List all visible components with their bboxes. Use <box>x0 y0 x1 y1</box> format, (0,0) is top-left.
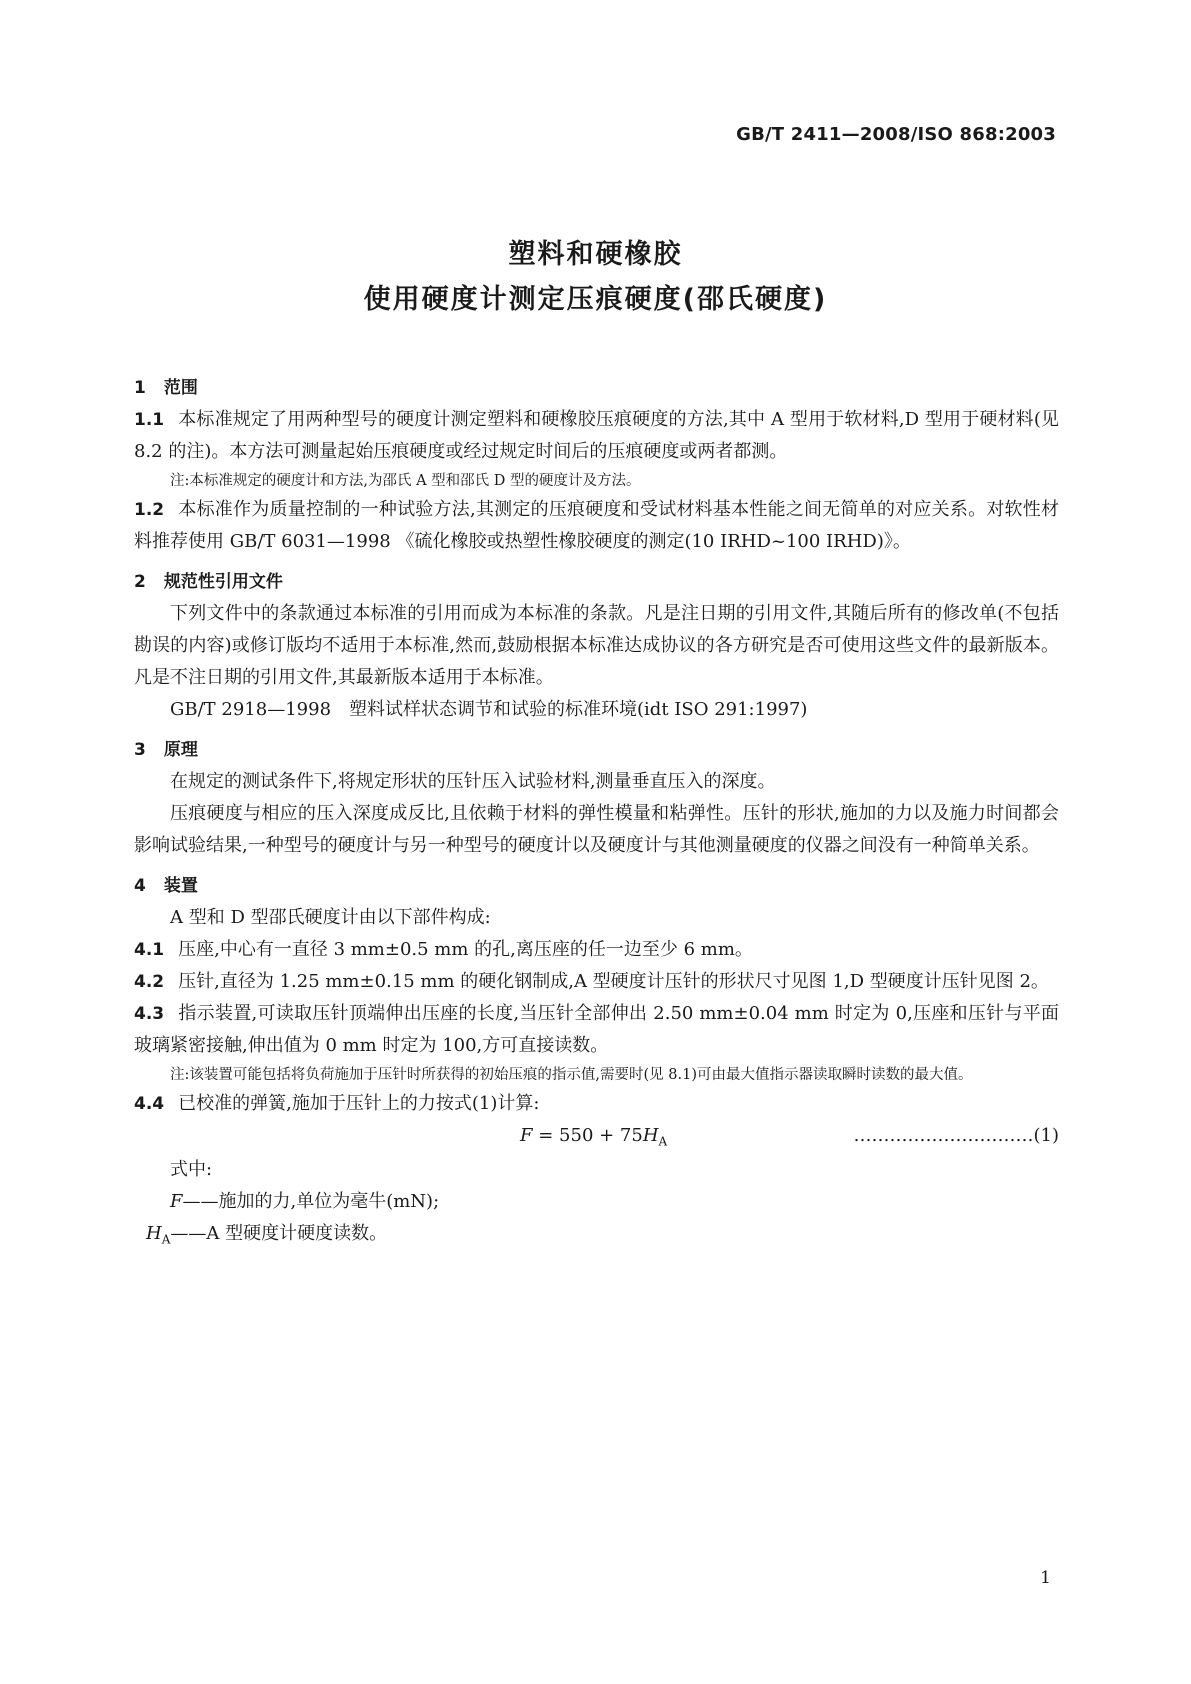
formula-number: …………………………(1) <box>853 1125 1059 1146</box>
normative-reference: GB/T 2918—1998 塑料试样状态调节和试验的标准环境(idt ISO 291:1997) <box>170 699 808 720</box>
formula-expression: $F = 550 + 75H_A$ <box>520 1125 668 1149</box>
title-line-2: 使用硬度计测定压痕硬度(邵氏硬度) <box>363 284 828 315</box>
clause-4-3: 4.3 指示装置,可读取压针顶端伸出压座的长度,当压针全部伸出 2.50 mm±0.04 mm 时定为 0,压座和压针与平面玻璃紧密接触,伸出值为 0 mm 时定为 100,方可直接读数。 <box>134 1003 1059 1056</box>
page-number: 1 <box>1040 1568 1051 1588</box>
section-3-paragraph-1: 在规定的测试条件下,将规定形状的压针压入试验材料,测量垂直压入的深度。 <box>170 771 776 792</box>
section-1-heading: 1 范围 <box>134 378 198 398</box>
section-4-intro: A 型和 D 型邵氏硬度计由以下部件构成: <box>170 907 491 928</box>
section-2-paragraph: 下列文件中的条款通过本标准的引用而成为本标准的条款。凡是注日期的引用文件,其随后所有的修改单(不包括勘误的内容)或修订版均不适用于本标准,然而,鼓励根据本标准达成协议的各方研究是否可使用这些文件的最新版本。凡是不注日期的引用文件,其最新版本适用于本标准。 <box>134 603 1059 688</box>
definition-ha: $H_A——A$ 型硬度计硬度读数。 <box>146 1223 388 1247</box>
section-3-heading: 3 原理 <box>134 740 198 760</box>
title-line-1: 塑料和硬橡胶 <box>508 239 683 270</box>
clause-4-1: 4.1 压座,中心有一直径 3 mm±0.5 mm 的孔,离压座的任一边至少 6 mm。 <box>134 939 753 960</box>
clause-1-2: 1.2 本标准作为质量控制的一种试验方法,其测定的压痕硬度和受试材料基本性能之间无简单的对应关系。对软性材料推荐使用 GB/T 6031—1998 《硫化橡胶或热塑性橡胶硬度的测定(10 IRHD~100 IRHD)》。 <box>134 499 1059 552</box>
clause-1-1: 1.1 本标准规定了用两种型号的硬度计测定塑料和硬橡胶压痕硬度的方法,其中 A 型用于软材料,D 型用于硬材料(见 8.2 的注)。本方法可测量起始压痕硬度或经过规定时间后的压痕硬度或两者都测。 <box>134 409 1059 462</box>
clause-4-2: 4.2 压针,直径为 1.25 mm±0.15 mm 的硬化钢制成,A 型硬度计压针的形状尺寸见图 1,D 型硬度计压针见图 2。 <box>134 971 1049 992</box>
where-label: 式中: <box>170 1159 213 1180</box>
section-4-heading: 4 装置 <box>134 876 198 896</box>
definition-f: F——施加的力,单位为毫牛(mN); <box>170 1191 440 1212</box>
note-2: 注:该装置可能包括将负荷施加于压针时所获得的初始压痕的指示值,需要时(见 8.1)可由最大值指示器读取瞬时读数的最大值。 <box>170 1067 973 1083</box>
section-3-paragraph-2: 压痕硬度与相应的压入深度成反比,且依赖于材料的弹性模量和粘弹性。压针的形状,施加的力以及施力时间都会影响试验结果,一种型号的硬度计与另一种型号的硬度计以及硬度计与其他测量硬度的仪器之间没有一种简单关系。 <box>134 803 1059 856</box>
standard-code: GB/T 2411—2008/ISO 868:2003 <box>736 124 1056 145</box>
note-1: 注:本标准规定的硬度计和方法,为邵氏 A 型和邵氏 D 型的硬度计及方法。 <box>170 473 641 489</box>
section-2-heading: 2 规范性引用文件 <box>134 572 283 592</box>
formula-1 <box>134 1120 1059 1154</box>
clause-4-4: 4.4 已校准的弹簧,施加于压针上的力按式(1)计算: <box>134 1093 540 1114</box>
document-body <box>134 372 1059 1256</box>
